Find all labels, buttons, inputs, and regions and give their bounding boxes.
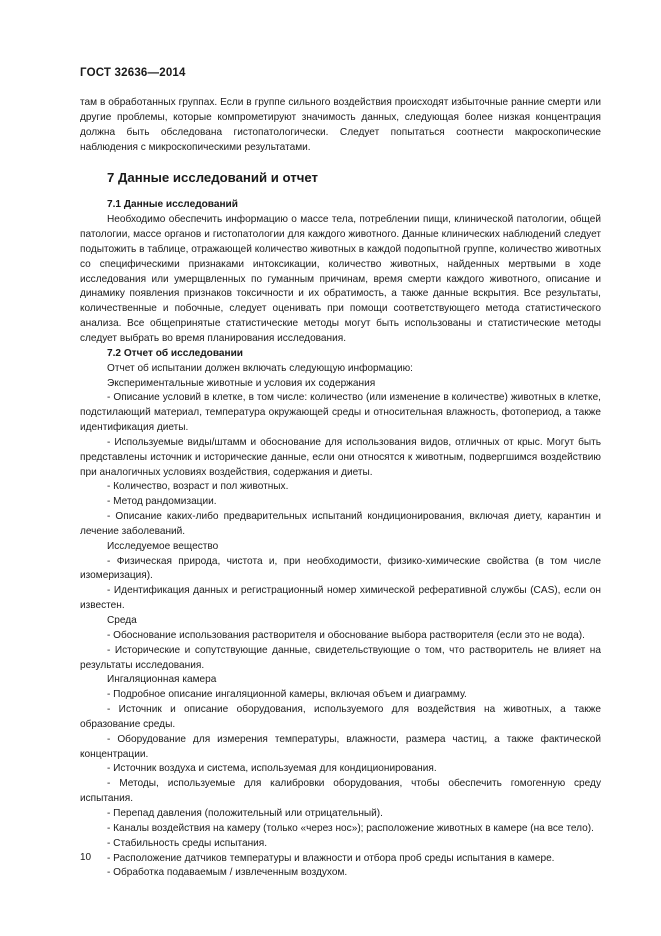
- section-7-heading: 7 Данные исследований и отчет: [107, 170, 318, 186]
- report-list-item: - Описание условий в клетке, в том числе: количество (или изменение в количестве) животных в клетке, подстилающий материал, температура окружающей среды и относительная влажность, фотопериод, а также идентификация диеты.: [80, 392, 601, 434]
- report-list-item: Отчет об испытании должен включать следующую информацию:: [107, 362, 413, 374]
- report-requirements-list: [80, 362, 601, 882]
- report-list-item: - Исторические и сопутствующие данные, свидетельствующие о том, что растворитель не влияет на результаты исследования.: [80, 644, 601, 671]
- report-list-item: - Используемые виды/штамм и обоснование для использования видов, отличных от крыс. Могут быть представлены источник и исторические данные, если они относятся к животным, подвергшимся воздействию при аналогичных условиях воздействия, содержания и диеты.: [80, 436, 601, 478]
- report-list-item: - Метод рандомизации.: [107, 496, 217, 508]
- report-list-item: - Источник воздуха и система, используемая для кондиционирования.: [107, 763, 437, 775]
- report-list-item: Ингаляционная камера: [107, 674, 217, 686]
- report-list-item: - Обработка подаваемым / извлеченным воздухом.: [107, 867, 348, 879]
- document-body: [80, 96, 601, 881]
- section-7-1-heading: 7.1 Данные исследований: [107, 199, 238, 211]
- section-7-1-paragraph: Необходимо обеспечить информацию о массе тела, потреблении пищи, клинической патологии, общей патологии, массе органов и гистопатологии для каждого животного. Данные клинических наблюдений следует подытожить в таблице, отражающей количество животных в каждой подопытной группе, количество животных со специфическими признаками интоксикации, количество животных, найденных мертвыми в ходе исследования или умерщвленных по гуманным причинам, время смерти каждого животного, описание и динамику появления признаков токсичности и их обратимость, а также данные вскрытия. Все результаты, количественные и побочные, следует оценивать при помощи соответствующего метода статистического анализа. Все общепринятые статистические методы могут быть использованы и статистические методы следует выбрать во время планирования исследования.: [80, 214, 601, 344]
- report-list-item: - Подробное описание ингаляционной камеры, включая объем и диаграмму.: [107, 689, 467, 701]
- report-list-item: - Оборудование для измерения температуры, влажности, размера частиц, а также фактической концентрации.: [80, 733, 601, 760]
- page-number: 10: [80, 852, 92, 863]
- report-list-item: - Методы, используемые для калибровки оборудования, чтобы обеспечить гомогенную среду испытания.: [80, 778, 601, 805]
- report-list-item: Исследуемое вещество: [107, 540, 219, 552]
- section-7-2-heading: 7.2 Отчет об исследовании: [107, 347, 244, 359]
- report-list-item: - Физическая природа, чистота и, при необходимости, физико-химические свойства (в том числе изомеризация).: [80, 555, 601, 582]
- report-list-item: - Перепад давления (положительный или отрицательный).: [107, 807, 383, 819]
- report-list-item: - Расположение датчиков температуры и влажности и отбора проб среды испытания в камере.: [107, 852, 555, 864]
- report-list-item: Среда: [107, 615, 137, 626]
- page-header-title: ГОСТ 32636—2014: [80, 67, 186, 79]
- report-list-item: - Стабильность среды испытания.: [107, 837, 268, 849]
- report-list-item: - Источник и описание оборудования, используемого для воздействия на животных, а также образование среды.: [80, 704, 601, 730]
- report-list-item: - Обоснование использования растворителя и обоснование выбора растворителя (если это не вода).: [107, 629, 585, 641]
- intro-paragraph: там в обработанных группах. Если в группе сильного воздействия происходят избыточные ранние смерти или другие проблемы, которые компрометируют значимость данных, следующая более низкая концентрация должна быть обследована гистопатологически. Следует попытаться соотнести макроскопические наблюдения с микроскопическими результатами.: [80, 97, 601, 153]
- report-list-item: - Идентификация данных и регистрационный номер химической реферативной службы (CAS), если он известен.: [80, 585, 601, 612]
- report-list-item: - Описание каких-либо предварительных испытаний кондиционирования, включая диету, карантин и лечение заболеваний.: [80, 511, 601, 537]
- report-list-item: Экспериментальные животные и условия их содержания: [107, 377, 376, 389]
- report-list-item: - Количество, возраст и пол животных.: [107, 481, 289, 493]
- report-list-item: - Каналы воздействия на камеру (только «через нос»); расположение животных в камере (на все тело).: [107, 822, 594, 834]
